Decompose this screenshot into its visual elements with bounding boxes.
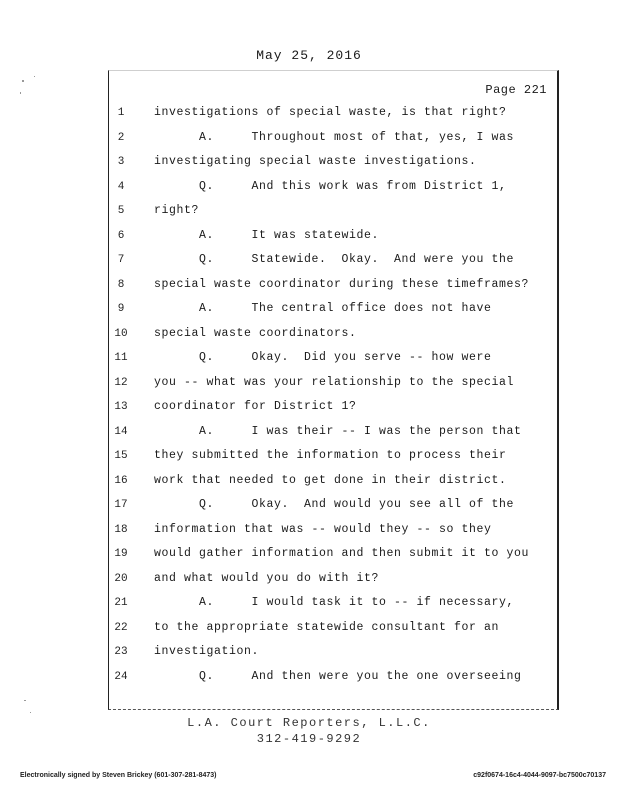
court-reporter-phone: 312-419-9292 bbox=[256, 732, 362, 746]
line-number: 19 bbox=[114, 548, 128, 560]
transcript-line: Q. Okay. Did you serve -- how were bbox=[154, 351, 492, 364]
line-number: 5 bbox=[117, 205, 125, 217]
scan-speck bbox=[30, 712, 31, 713]
line-number: 21 bbox=[114, 597, 128, 609]
transcript-line: they submitted the information to process their bbox=[154, 449, 507, 462]
document-hash: c92f0674-16c4-4044-9097-bc7500c70137 bbox=[473, 772, 606, 779]
transcript-line: Q. And then were you the one overseeing bbox=[154, 670, 522, 683]
transcript-line: Q. Okay. And would you see all of the bbox=[154, 498, 515, 511]
transcript-line: work that needed to get done in their district. bbox=[154, 474, 507, 487]
transcript-line: investigation. bbox=[154, 645, 260, 658]
transcript-line: would gather information and then submit it to you bbox=[154, 547, 530, 560]
scan-speck bbox=[22, 80, 24, 82]
transcript-line: Q. Statewide. Okay. And were you the bbox=[154, 253, 515, 266]
transcript-line: Q. And this work was from District 1, bbox=[154, 180, 507, 193]
line-number: 2 bbox=[117, 132, 125, 144]
line-number: 3 bbox=[117, 156, 125, 168]
transcript-line: information that was -- would they -- so they bbox=[154, 523, 492, 536]
court-reporter-name: L.A. Court Reporters, L.L.C. bbox=[187, 716, 431, 730]
transcript-line: to the appropriate statewide consultant for an bbox=[154, 621, 500, 634]
line-number: 16 bbox=[114, 475, 128, 487]
scan-speck bbox=[34, 76, 35, 77]
line-number: 6 bbox=[117, 230, 125, 242]
line-number: 18 bbox=[114, 524, 128, 536]
deposition-date: May 25, 2016 bbox=[256, 48, 362, 63]
line-number: 24 bbox=[114, 671, 128, 683]
transcript-line: A. I was their -- I was the person that bbox=[154, 425, 522, 438]
page-number: Page 221 bbox=[485, 83, 547, 97]
transcript-line: and what would you do with it? bbox=[154, 572, 380, 585]
line-number: 13 bbox=[114, 401, 128, 413]
line-number: 10 bbox=[114, 328, 128, 340]
line-number: 4 bbox=[117, 181, 125, 193]
transcript-line: special waste coordinators. bbox=[154, 327, 357, 340]
line-number: 9 bbox=[117, 303, 125, 315]
transcript-line: investigating special waste investigations. bbox=[154, 155, 477, 168]
transcript-line: you -- what was your relationship to the special bbox=[154, 376, 515, 389]
transcript-line: special waste coordinator during these timeframes? bbox=[154, 278, 530, 291]
electronic-signature: Electronically signed by Steven Brickey (601-307-281-8473) bbox=[20, 772, 217, 779]
line-number: 12 bbox=[114, 377, 128, 389]
line-number: 17 bbox=[114, 499, 128, 511]
transcript-line: A. The central office does not have bbox=[154, 302, 492, 315]
line-number: 7 bbox=[117, 254, 125, 266]
line-number: 11 bbox=[114, 352, 128, 364]
line-number: 1 bbox=[117, 107, 125, 119]
line-number: 22 bbox=[114, 622, 128, 634]
transcript-line: A. Throughout most of that, yes, I was bbox=[154, 131, 515, 144]
line-number: 8 bbox=[117, 279, 125, 291]
line-number: 14 bbox=[114, 426, 128, 438]
line-number: 20 bbox=[114, 573, 128, 585]
transcript-line: A. I would task it to -- if necessary, bbox=[154, 596, 515, 609]
transcript-line: A. It was statewide. bbox=[154, 229, 380, 242]
scan-speck bbox=[20, 92, 21, 94]
line-number: 23 bbox=[114, 646, 128, 658]
scan-speck bbox=[24, 700, 26, 701]
transcript-line: coordinator for District 1? bbox=[154, 400, 357, 413]
transcript-line: investigations of special waste, is that right? bbox=[154, 106, 507, 119]
transcript-line: right? bbox=[154, 204, 200, 217]
line-number: 15 bbox=[114, 450, 128, 462]
